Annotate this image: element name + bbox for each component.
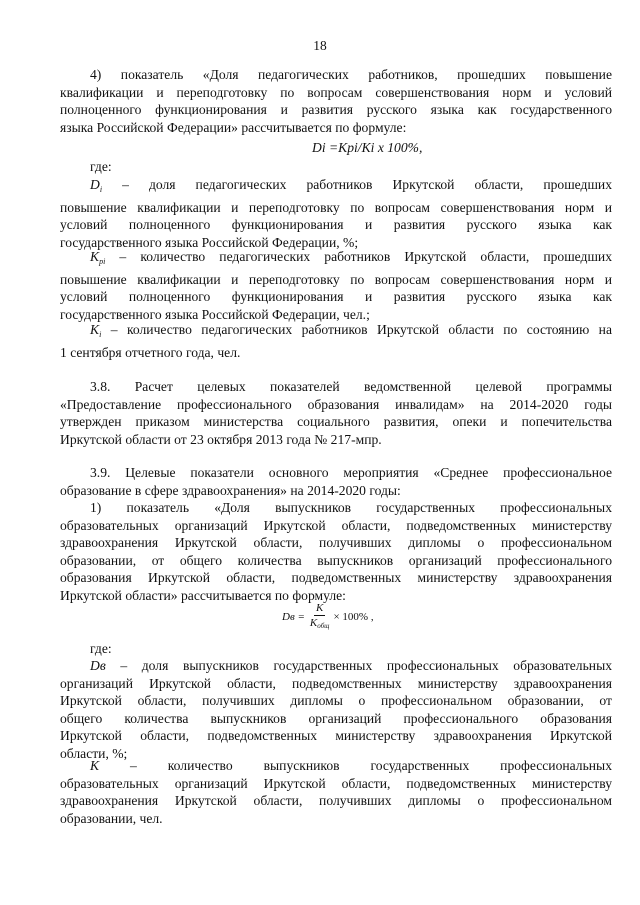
fraction [310,602,330,632]
text-line: государственного языка Российской Федерации, %; [60,234,359,250]
fraction-numerator: K [316,602,324,614]
symbol-di: $D_i$ [90,177,103,194]
text-line: государственного языка Российской Федерации, чел.; [60,306,370,322]
text-line: $K_i$ – количество педагогических работников Иркутской области по состоянию на [90,322,612,339]
text-line: 1 сентября отчетного года, чел. [60,344,241,360]
text-line: Иркутской области» рассчитывается по формуле: [60,587,346,603]
where-label-1: где: [90,159,112,174]
fraction-denominator: Kобщ [309,617,330,630]
text-line: K – количество выпускников государственных профессиональных [90,758,612,773]
text-line: образовании, от общего количества выпускников организаций профессионального [60,552,612,568]
text-line: повышение квалификации и переподготовку по вопросам совершенствования норм и [60,271,612,287]
text-line: здравоохранения Иркутской области, получивших дипломы о профессиональном [60,535,612,550]
text-line: образовании, чел. [60,810,163,826]
text-line: образовательных организаций Иркутской области, подведомственных министерству [60,517,612,533]
text-line: 3.9. Целевые показатели основного мероприятия «Среднее профессиональное [90,465,612,480]
text-line: языка Российской Федерации» рассчитывается по формуле: [60,119,407,135]
text-line: Иркутской области, подведомственных министерству здравоохранения Иркутской [60,728,612,743]
item-4-paragraph [60,66,612,136]
definition-di [60,176,612,251]
page-number: 18 [313,38,327,53]
text-line: $D_i$ – доля педагогических работников Иркутской области, прошедших [90,177,612,194]
text-line: «Предоставление профессионального образования инвалидам» на 2014-2020 годы [60,396,612,412]
text-line: общего количества выпускников организаций профессионального образования [60,710,612,726]
text-line: 3.8. Расчет целевых показателей ведомственной целевой программы [90,379,612,394]
text-line: повышение квалификации и переподготовку по вопросам совершенствования норм и [60,199,612,215]
section-3-8 [60,378,612,448]
text-line: условий полноценного функционирования и развития русского языка как [60,289,612,304]
symbol-ki: $K_i$ [90,322,102,339]
definition-k [60,757,612,827]
text-line: здравоохранения Иркутской области, получивших дипломы о профессиональном [60,793,612,808]
text-line: $K_{pi}$ – количество педагогических работников Иркутской области, прошедших [90,249,612,266]
text-line: области, %; [60,745,128,761]
formula-di: Di =Kpi/Ki x 100%, [312,140,423,155]
text-line: условий полноценного функционирования и развития русского языка как [60,217,612,232]
definition-ki [60,321,612,361]
text-line: 4) показатель «Доля педагогических работников, прошедших повышение [90,67,612,82]
text-line: 1) показатель «Доля выпускников государственных профессиональных [90,500,612,515]
symbol-k: K [90,758,100,773]
text-line: организаций Иркутской области, подведомственных министерству здравоохранения [60,675,612,691]
definition-kpi [60,248,612,323]
definition-dv [60,657,612,762]
where-label-2: где: [90,641,112,656]
section-3-9 [60,464,612,604]
symbol-kpi: $K_{pi}$ [90,249,106,266]
text-line: утвержден приказом министерства социального развития, опеки и попечительства [60,414,612,429]
text-line: образование в сфере здравоохранения» на 2014-2020 годы: [60,482,401,498]
text-line: Dв – доля выпускников государственных профессиональных образовательных [90,658,612,673]
formula-dv: Dв = $\frac{K}{\text{Kобщ}}$ × 100% , [282,602,374,630]
text-line: образования Иркутской области, подведомственных министерству здравоохранения [60,570,612,585]
text-line: образовательных организаций Иркутской области, подведомственных министерству [60,775,612,791]
text-line: полноценного функционирования и развития русского языка как государственного [60,102,612,117]
text-line: Иркутской области, получивших дипломы о профессиональном образовании, от [60,693,612,708]
symbol-dv: Dв [90,658,106,673]
text-line: Иркутской области от 23 октября 2013 года № 217-мпр. [60,431,382,447]
text-line: квалификации и переподготовку по вопросам совершенствования норм и условий [60,84,612,100]
